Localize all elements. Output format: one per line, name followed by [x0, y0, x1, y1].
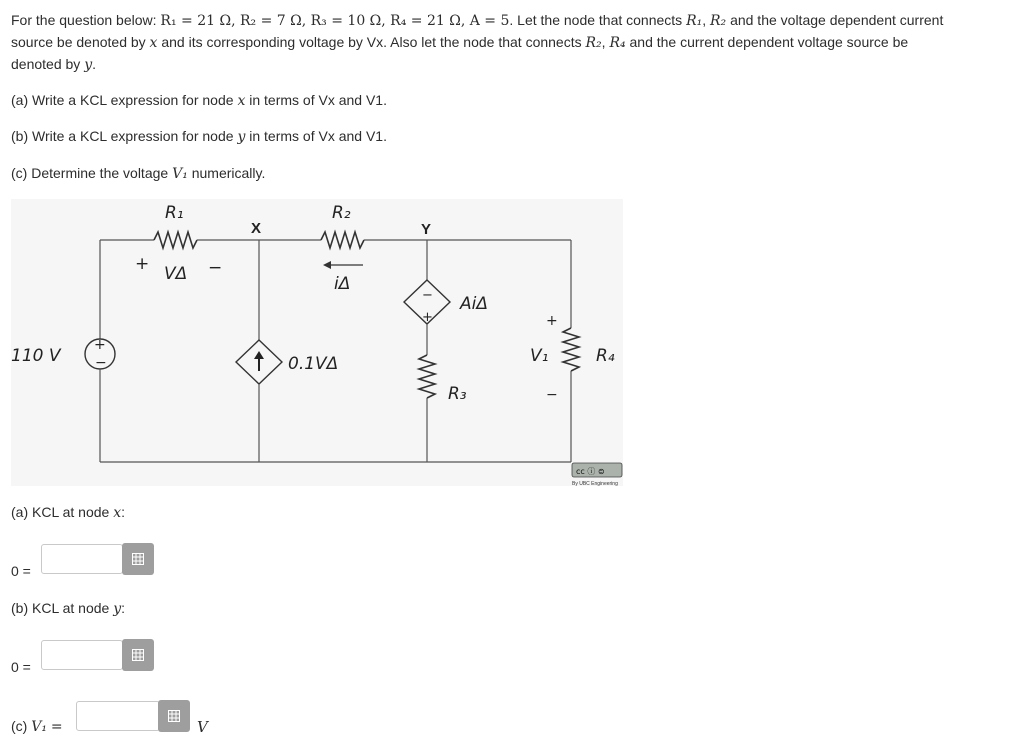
- v1-symbol: V₁: [172, 166, 188, 182]
- circuit-diagram: [11, 199, 623, 486]
- answer-b-keypad-button[interactable]: [122, 639, 154, 671]
- part-b-pre: (b) Write a KCL expression for node: [11, 128, 234, 144]
- node-y-label: Y: [421, 221, 432, 238]
- colon: :: [121, 504, 126, 520]
- question-line-1: [11, 9, 943, 32]
- answer-a-keypad-button[interactable]: [122, 543, 154, 575]
- answer-b-label: [11, 600, 125, 617]
- comma: ,: [601, 34, 606, 50]
- answer-b-eq: 0 =: [11, 659, 31, 675]
- colon: :: [121, 600, 126, 616]
- credit-text: By UBC Engineering: [572, 481, 618, 486]
- r1-zigzag: [154, 232, 197, 248]
- comma: ,: [702, 12, 707, 28]
- question-line2-b: and its corresponding voltage by Vx. Also let the node that connects: [161, 34, 582, 50]
- part-c-pre: (c) Determine the voltage: [11, 165, 169, 181]
- keypad-icon: [132, 553, 144, 565]
- circuit-svg: [11, 199, 623, 486]
- r2-symbol: R₂: [710, 13, 727, 29]
- ccvs-minus: −: [422, 288, 433, 303]
- answer-c-keypad-button[interactable]: [158, 700, 190, 732]
- part-c-text: [11, 162, 265, 185]
- question-line2-a: source be denoted by: [11, 34, 146, 50]
- equals-sign: =: [50, 719, 63, 735]
- v-delta-plus: +: [135, 254, 150, 274]
- answer-a-eq: 0 =: [11, 563, 31, 579]
- r2-label: R₂: [332, 203, 351, 223]
- node-y-symbol: y: [84, 57, 93, 73]
- i-delta-label: iΔ: [334, 274, 351, 294]
- answer-c-input[interactable]: [76, 701, 160, 731]
- answer-c-unit: V: [197, 718, 208, 736]
- question-line-3: [11, 53, 96, 76]
- node-y-symbol: y: [113, 601, 122, 617]
- ccvs-label: AiΔ: [460, 294, 488, 314]
- answer-b-input[interactable]: [41, 640, 123, 670]
- question-line1-tail: and the voltage dependent current: [730, 12, 944, 28]
- r3-zigzag: [419, 355, 435, 398]
- part-b-post: in terms of Vx and V1.: [249, 128, 387, 144]
- part-a-post: in terms of Vx and V1.: [249, 92, 387, 108]
- node-x-label: X: [251, 220, 262, 237]
- answer-a-input[interactable]: [41, 544, 123, 574]
- period: .: [92, 56, 96, 72]
- keypad-icon: [132, 649, 144, 661]
- question-line-2: [11, 31, 908, 54]
- source-minus: −: [95, 355, 107, 371]
- r4-label: R₄: [596, 346, 615, 366]
- r4-zigzag: [563, 328, 579, 371]
- answer-c-label: [11, 718, 63, 735]
- answer-a-label-text: (a) KCL at node: [11, 504, 110, 520]
- r3-label: R₃: [448, 384, 467, 404]
- node-x-symbol: x: [113, 505, 122, 521]
- keypad-icon: [168, 710, 180, 722]
- node-x-symbol: x: [149, 35, 158, 51]
- part-c-post: numerically.: [191, 165, 266, 181]
- node-y-symbol: y: [237, 129, 246, 145]
- r4-symbol: R₄: [609, 35, 626, 51]
- r1-label: R₁: [165, 203, 184, 223]
- part-a-pre: (a) Write a KCL expression for node: [11, 92, 234, 108]
- question-line2-c: and the current dependent voltage source be: [629, 34, 909, 50]
- v1-minus: −: [546, 387, 558, 403]
- r2-symbol: R₂: [585, 35, 602, 51]
- r2-zigzag: [321, 232, 364, 248]
- v1-symbol: V₁: [31, 719, 47, 735]
- question-intro-mid: . Let the node that connects: [509, 12, 683, 28]
- source-plus: +: [94, 337, 106, 353]
- answer-a-label: [11, 504, 125, 521]
- question-intro: For the question below:: [11, 12, 157, 28]
- ccvs-plus: +: [422, 310, 433, 325]
- i-delta-arrow-head: [323, 261, 331, 269]
- license-badge-text: cc ⓘ ⊜: [576, 467, 605, 476]
- ccs-label: 0.1VΔ: [288, 354, 339, 374]
- v1-plus: +: [546, 313, 558, 329]
- question-params: R₁ = 21 Ω, R₂ = 7 Ω, R₃ = 10 Ω, R₄ = 21 Ω, A = 5: [160, 13, 510, 29]
- v-delta-label: VΔ: [164, 264, 188, 284]
- part-b-text: [11, 125, 387, 148]
- source-voltage-label: 110 V: [11, 346, 61, 366]
- v-delta-minus: −: [208, 258, 223, 278]
- answer-b-label-text: (b) KCL at node: [11, 600, 110, 616]
- answer-c-label-text: (c): [11, 718, 28, 734]
- r1-symbol: R₁: [686, 13, 703, 29]
- question-line3-a: denoted by: [11, 56, 81, 72]
- v1-label: V₁: [530, 346, 549, 366]
- part-a-text: [11, 89, 387, 112]
- node-x-symbol: x: [237, 93, 246, 109]
- ccs-arrow-head: [254, 351, 264, 359]
